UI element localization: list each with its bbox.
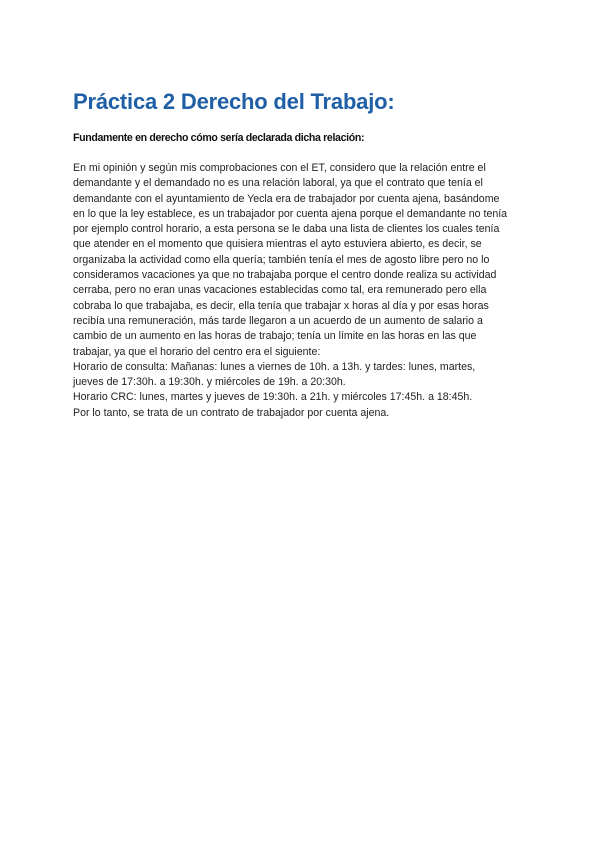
body-line: demandante con el ayuntamiento de Yecla era de trabajador por cuenta ajena, basándome: [73, 192, 500, 205]
body-line: cerraba, pero no eran unas vacaciones establecidas como tal, era remunerado pero ella: [73, 284, 487, 297]
document-subtitle: Fundamente en derecho cómo sería declarada dicha relación:: [73, 132, 365, 144]
body-line: cambio de un aumento en las horas de trabajo; tenía un límite en las horas en las que: [73, 330, 477, 343]
document-body: [73, 161, 523, 421]
body-line: trabajar, ya que el horario del centro era el siguiente:: [73, 345, 321, 358]
document-title: Práctica 2 Derecho del Trabajo:: [73, 89, 395, 114]
body-line: jueves de 17:30h. a 19:30h. y miércoles de 19h. a 20:30h.: [73, 376, 346, 389]
body-line: cobraba lo que trabajaba, es decir, ella tenía que trabajar x horas al día y por esas horas: [73, 299, 489, 312]
body-line: que atender en el momento que quisiera mientras el ayto estuviera abierto, es decir, se: [73, 238, 482, 251]
body-line: organizaba la actividad como ella quería; también tenía el mes de agosto libre pero no lo: [73, 253, 490, 266]
body-line: Horario de consulta: Mañanas: lunes a viernes de 10h. a 13h. y tardes: lunes, martes,: [73, 360, 476, 373]
body-line: Horario CRC: lunes, martes y jueves de 19:30h. a 21h. y miércoles 17:45h. a 18:45h.: [73, 391, 473, 404]
body-line: En mi opinión y según mis comprobaciones con el ET, considero que la relación entre el: [73, 162, 486, 174]
body-line: en lo que la ley establece, es un trabajador por cuenta ajena porque el demandante no tenía: [73, 207, 508, 220]
body-line: consideramos vacaciones ya que no trabajaba porque el centro donde realiza su actividad: [73, 269, 497, 282]
body-line: por ejemplo control horario, a esta persona se le daba una lista de clientes los cuales tenía: [73, 223, 500, 236]
body-line: recibía una remuneración, más tarde llegaron a un acuerdo de un aumento de salario a: [73, 314, 483, 327]
body-line: Por lo tanto, se trata de un contrato de trabajador por cuenta ajena.: [73, 406, 390, 419]
body-line: demandante y el demandado no es una relación laboral, ya que el contrato que tenía el: [73, 177, 483, 190]
